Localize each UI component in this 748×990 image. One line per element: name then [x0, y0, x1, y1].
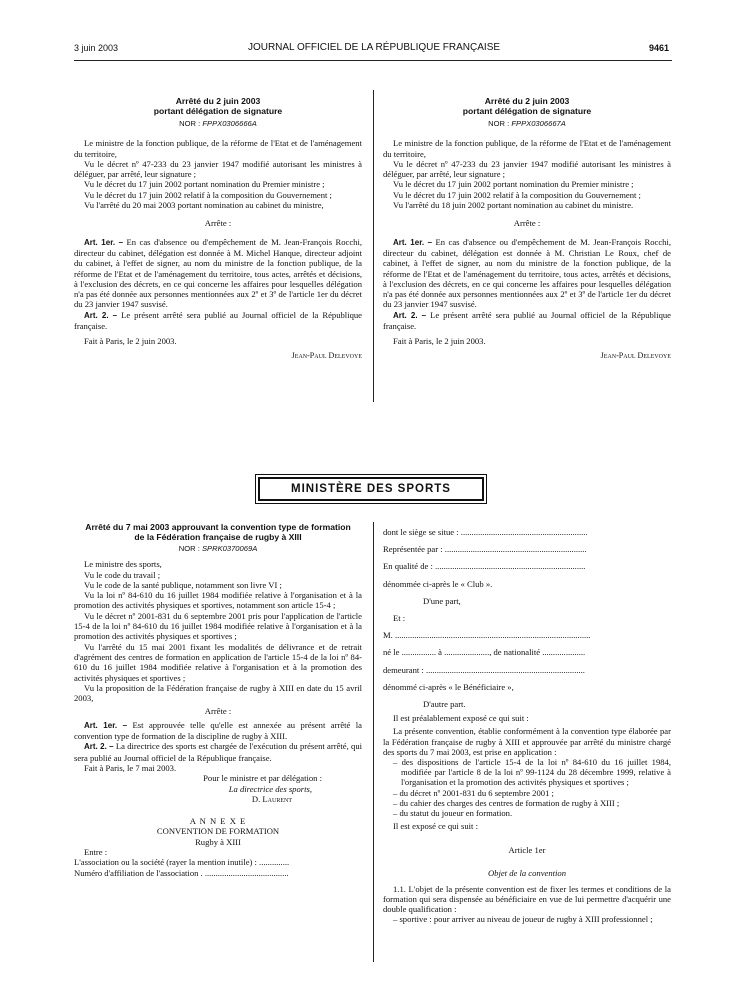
paragraph: Vu le décret nº 47-233 du 23 janvier 1947 modifié autorisant les ministres à déléguer, par arrêté, leur signature ;	[74, 158, 362, 180]
paragraph: Vu l'arrêté du 15 mai 2001 fixant les modalités de délivrance et de retrait d'agrément des centres de formation en application de l'article 15-4 de la loi nº 84-610 du 16 juillet 1984 modifiée relative à l'organisation et à la promotion des activités physiques et sportives ;	[74, 641, 362, 683]
article-1: Art. 1er. – En cas d'absence ou d'empêchement de M. Jean-François Rocchi, directeur du cabinet, délégation est donnée à M. Michel Hanque, directeur adjoint du cabinet, à l'effet de signer, au nom du ministre de la fonction publique, de la réforme de l'Etat et de l'aménagement du territoire, tous actes, arrêtés et décisions, à l'exclusion des décrets, en ce qui concerne les affaires pour lesquelles délégation n'a pas été donnée aux personnes mentionnées aux 2º et 3º de l'article 1er du décret du 23 janvier 1947 susvisé.	[74, 236, 362, 310]
legal-basis-list	[383, 757, 671, 818]
paragraph: Vu le décret nº 47-233 du 23 janvier 1947 modifié autorisant les ministres à déléguer, par arrêté, leur signature ;	[383, 158, 671, 180]
nor-reference: NOR : SPRK0370069A	[178, 544, 258, 553]
paragraph: Vu le décret nº 2001-831 du 6 septembre 2001 pris pour l'application de l'article 15-4 de la loi nº 84-610 du 16 juillet 1984 modifiée relative à l'organisation et à la promotion des activités physiques et sportives ;	[74, 610, 362, 642]
form-line: demeurant : ..........................................................................	[383, 664, 585, 675]
column-divider	[373, 90, 374, 402]
arrete-label: Arrête :	[204, 218, 232, 229]
form-line: né le ................ à ....................., de nationalité ....................	[383, 647, 586, 658]
nor-reference: NOR : FPPX0306666A	[179, 119, 257, 128]
article-2: Art. 2. – Le présent arrêté sera publié au Journal officiel de la République française.	[383, 309, 671, 332]
arrete-label: Arrête :	[204, 706, 232, 717]
convention-text	[383, 527, 671, 925]
fait-a-paris: Fait à Paris, le 2 juin 2003.	[393, 336, 486, 347]
list-item: – du cahier des charges des centres de formation de rugby à XIII ;	[393, 797, 620, 808]
form-line: dont le siège se situe : ...........................................................	[383, 527, 588, 537]
header-rule	[74, 60, 672, 61]
convention-heading: CONVENTION DE FORMATION	[156, 826, 280, 837]
journal-title: JOURNAL OFFICIEL DE LA RÉPUBLIQUE FRANÇAISE	[247, 42, 501, 53]
arrete-label: Arrête :	[513, 218, 541, 229]
form-line: Numéro d'affiliation de l'association . .......................................	[74, 867, 289, 878]
paragraph: Le ministre des sports,	[84, 559, 162, 570]
nor-reference: NOR : FPPX0306667A	[488, 119, 566, 128]
form-line: En qualité de : ......................................................................	[383, 561, 586, 572]
signature: Jean-Paul Delevoye	[600, 350, 671, 360]
article-subject: Objet de la convention	[487, 867, 567, 878]
paragraph: Vu la loi nº 84-610 du 16 juillet 1984 modifiée relative à l'organisation et à la promotion des activités physiques et sportives, notamment son article 15-4 ;	[74, 590, 362, 611]
form-line: dénommé ci-après « le Bénéficiaire »,	[383, 681, 514, 692]
paragraph: Il est préalablement exposé ce qui suit :	[393, 713, 529, 724]
left-arrete	[74, 96, 362, 361]
delegation-line: Pour le ministre et par délégation :	[203, 773, 322, 784]
page-header	[0, 43, 748, 57]
paragraph: Vu la proposition de la Fédération française de rugby à XIII en date du 15 avril 2003,	[74, 682, 362, 704]
paragraph: Vu le décret du 17 juin 2002 portant nomination du Premier ministre ;	[393, 179, 634, 190]
arrete-subtitle: portant délégation de signature	[462, 106, 592, 116]
paragraph: Vu le code de la santé publique, notamment son livre VI ;	[84, 579, 282, 590]
paragraph: Vu l'arrêté du 18 juin 2002 portant nomination au cabinet du ministre.	[393, 200, 634, 211]
article-heading: Article 1er	[508, 845, 546, 856]
paragraph: Vu le décret du 17 juin 2002 portant nomination du Premier ministre ;	[84, 179, 325, 190]
fait-a-paris: Fait à Paris, le 2 juin 2003.	[84, 336, 177, 347]
article-2: Art. 2. – La directrice des sports est chargée de l'exécution du présent arrêté, qui sera publié au Journal officiel de la République française.	[74, 741, 363, 763]
article-1: Art. 1er. – Est approuvée telle qu'elle est annexée au présent arrêté la convention type de formation de la discipline de rugby à XIII.	[74, 719, 362, 742]
annexe-heading: A N N E X E	[189, 816, 247, 827]
arrete-title: Arrêté du 2 juin 2003	[175, 96, 261, 106]
arrete-subtitle: portant délégation de signature	[153, 106, 283, 116]
paragraph: Vu le décret du 17 juin 2002 relatif à la composition du Gouvernement ;	[84, 189, 332, 200]
form-line: Et :	[393, 613, 406, 624]
right-arrete	[383, 96, 671, 361]
form-line: Représentée par : ..................................................................	[383, 544, 587, 555]
ministry-heading: MINISTÈRE DES SPORTS	[258, 477, 484, 501]
discipline-heading: Rugby à XIII	[195, 836, 241, 847]
signatory-title: La directrice des sports,	[228, 783, 312, 794]
page-number: 9461	[648, 43, 669, 53]
arrete-title: Arrêté du 2 juin 2003	[484, 96, 570, 106]
paragraph: Vu l'arrêté du 20 mai 2003 portant nomination au cabinet du ministre,	[84, 200, 324, 211]
article-1: Art. 1er. – En cas d'absence ou d'empêchement de M. Jean-François Rocchi, directeur du cabinet, délégation est donnée à M. Christian Le Roux, chef de cabinet, à l'effet de signer, au nom du ministre de la fonction publique, de la réforme de l'Etat et de l'aménagement du territoire, tous actes, arrêtés et décisions, à l'exclusion des décrets, en ce qui concerne les affaires pour lesquelles délégation n'a pas été donnée aux personnes mentionnées aux 2º et 3º de l'article 1er du décret du 23 janvier 1947 susvisé.	[383, 236, 671, 310]
list-item: – du décret nº 2001-831 du 6 septembre 2001 ;	[393, 787, 554, 798]
paragraph: La présente convention, établie conformément à la convention type élaborée par la Fédération française de rugby à XIII et approuvée par arrêté du ministre chargé des sports du 7 mai 2003, est prise en application :	[383, 726, 671, 757]
paragraph: Le ministre de la fonction publique, de la réforme de l'Etat et de l'aménagement du territoire,	[383, 138, 671, 159]
paragraph: Vu le décret du 17 juin 2002 relatif à la composition du Gouvernement ;	[393, 189, 641, 200]
form-line: D'une part,	[423, 595, 461, 606]
paragraph: 1.1. L'objet de la présente convention est de fixer les termes et conditions de la formation qui sera dispensée au bénéficiaire en vue de lui permettre d'acquérir une double qualification :	[383, 883, 671, 915]
paragraph: Le ministre de la fonction publique, de la réforme de l'Etat et de l'aménagement du territoire,	[74, 138, 362, 159]
fait-a-paris: Fait à Paris, le 7 mai 2003.	[84, 762, 177, 773]
arrete-title: Arrêté du 7 mai 2003 approuvant la convention type de formation de la Fédération française de rugby à XIII	[85, 522, 351, 542]
qualification-list	[383, 914, 671, 924]
paragraph: Vu le code du travail ;	[84, 569, 161, 580]
issue-date: 3 juin 2003	[74, 43, 119, 53]
list-item: – du statut du joueur en formation.	[393, 808, 513, 819]
list-item: – sportive : pour arriver au niveau de joueur de rugby à XIII professionnel ;	[393, 914, 653, 925]
list-item: – des dispositions de l'article 15-4 de la loi nº 84-610 du 16 juillet 1984, modifiée par l'article 8 de la loi nº 99-1124 du 28 décembre 1999, relative à l'organisation et la promotion des activités physiques et sportives ;	[393, 757, 671, 788]
form-line: D'autre part.	[423, 699, 466, 710]
form-line: dénommée ci-après le « Club ».	[383, 578, 493, 589]
form-line: L'association ou la société (rayer la mention inutile) : ..............	[74, 857, 290, 868]
article-2: Art. 2. – Le présent arrêté sera publié au Journal officiel de la République française.	[74, 309, 362, 332]
sports-arrete	[74, 522, 362, 878]
column-divider	[373, 522, 374, 962]
form-line: M. ...........................................................................................	[383, 630, 591, 641]
signature: D. Laurent	[251, 793, 292, 804]
paragraph: Il est exposé ce qui suit :	[393, 821, 478, 832]
signature: Jean-Paul Delevoye	[291, 350, 362, 360]
paragraph: Entre :	[84, 847, 108, 858]
